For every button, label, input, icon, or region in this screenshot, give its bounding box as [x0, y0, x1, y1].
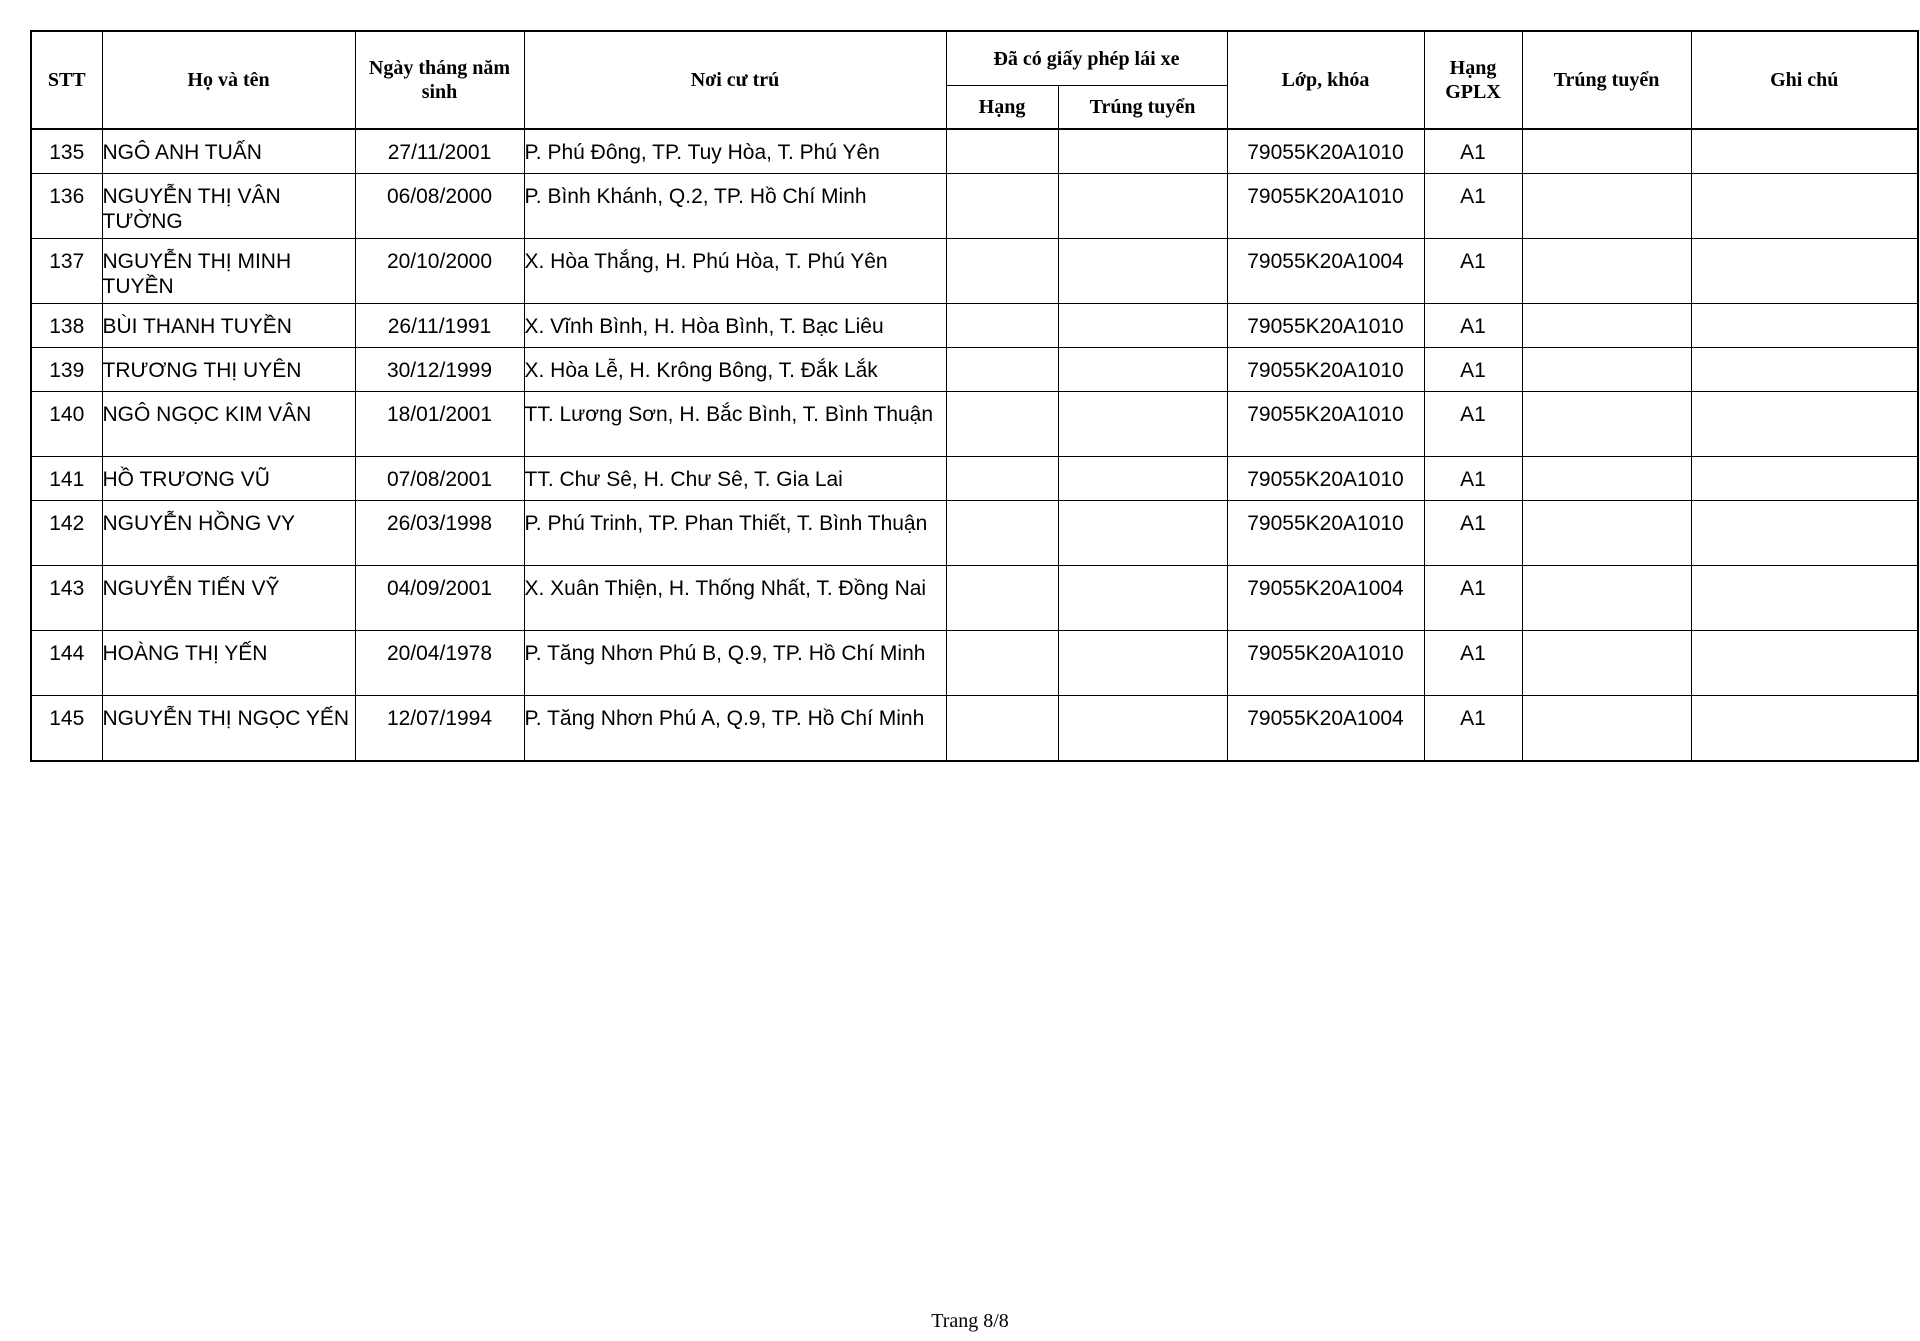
cell-passed: [1522, 239, 1691, 304]
cell-dob: 18/01/2001: [355, 392, 524, 457]
cell-stt: 145: [31, 696, 102, 762]
table-row: [31, 457, 1918, 501]
cell-license-rank: [946, 696, 1058, 762]
cell-passed: [1522, 696, 1691, 762]
cell-class-course: 79055K20A1010: [1227, 129, 1424, 174]
cell-license-rank: [946, 457, 1058, 501]
cell-residence: TT. Lương Sơn, H. Bắc Bình, T. Bình Thuận: [524, 392, 946, 457]
cell-gplx-rank: A1: [1424, 566, 1522, 631]
cell-note: [1691, 304, 1918, 348]
cell-license-rank: [946, 631, 1058, 696]
header-dob: Ngày tháng năm sinh: [355, 31, 524, 129]
cell-gplx-rank: A1: [1424, 129, 1522, 174]
cell-license-rank: [946, 239, 1058, 304]
cell-class-course: 79055K20A1010: [1227, 457, 1424, 501]
table-row: [31, 239, 1918, 304]
cell-residence: X. Hòa Thắng, H. Phú Hòa, T. Phú Yên: [524, 239, 946, 304]
cell-license-passed: [1058, 129, 1227, 174]
cell-license-rank: [946, 566, 1058, 631]
table-row: [31, 392, 1918, 457]
roster-table: [30, 30, 1919, 762]
cell-residence: P. Tăng Nhơn Phú A, Q.9, TP. Hồ Chí Minh: [524, 696, 946, 762]
cell-stt: 138: [31, 304, 102, 348]
page-number: Trang 8/8: [931, 1310, 1009, 1332]
cell-passed: [1522, 304, 1691, 348]
cell-dob: 26/11/1991: [355, 304, 524, 348]
cell-name: HỒ TRƯƠNG VŨ: [102, 457, 355, 501]
cell-stt: 144: [31, 631, 102, 696]
cell-license-passed: [1058, 566, 1227, 631]
cell-gplx-rank: A1: [1424, 392, 1522, 457]
table-row: [31, 174, 1918, 239]
cell-class-course: 79055K20A1010: [1227, 348, 1424, 392]
cell-class-course: 79055K20A1010: [1227, 631, 1424, 696]
table-body: [31, 129, 1918, 761]
cell-dob: 07/08/2001: [355, 457, 524, 501]
header-passed: Trúng tuyển: [1522, 31, 1691, 129]
cell-passed: [1522, 501, 1691, 566]
cell-note: [1691, 566, 1918, 631]
cell-dob: 30/12/1999: [355, 348, 524, 392]
cell-license-passed: [1058, 457, 1227, 501]
header-license-group: Đã có giấy phép lái xe: [946, 31, 1227, 86]
cell-license-rank: [946, 501, 1058, 566]
cell-name: NGÔ ANH TUẤN: [102, 129, 355, 174]
cell-stt: 137: [31, 239, 102, 304]
cell-note: [1691, 501, 1918, 566]
cell-name: BÙI THANH TUYỀN: [102, 304, 355, 348]
cell-license-rank: [946, 348, 1058, 392]
cell-gplx-rank: A1: [1424, 174, 1522, 239]
cell-class-course: 79055K20A1010: [1227, 501, 1424, 566]
cell-dob: 06/08/2000: [355, 174, 524, 239]
cell-stt: 141: [31, 457, 102, 501]
cell-note: [1691, 348, 1918, 392]
cell-license-passed: [1058, 239, 1227, 304]
header-class-course: Lớp, khóa: [1227, 31, 1424, 129]
cell-dob: 27/11/2001: [355, 129, 524, 174]
cell-class-course: 79055K20A1004: [1227, 696, 1424, 762]
cell-passed: [1522, 392, 1691, 457]
cell-dob: 04/09/2001: [355, 566, 524, 631]
cell-class-course: 79055K20A1004: [1227, 239, 1424, 304]
table-row: [31, 631, 1918, 696]
cell-license-rank: [946, 174, 1058, 239]
header-license-passed: Trúng tuyển: [1058, 86, 1227, 130]
cell-gplx-rank: A1: [1424, 631, 1522, 696]
cell-dob: 26/03/1998: [355, 501, 524, 566]
cell-name: NGUYỄN THỊ NGỌC YẾN: [102, 696, 355, 762]
header-stt: STT: [31, 31, 102, 129]
cell-name: NGÔ NGỌC KIM VÂN: [102, 392, 355, 457]
cell-residence: X. Xuân Thiện, H. Thống Nhất, T. Đồng Nai: [524, 566, 946, 631]
cell-gplx-rank: A1: [1424, 304, 1522, 348]
cell-gplx-rank: A1: [1424, 348, 1522, 392]
header-license-rank: Hạng: [946, 86, 1058, 130]
cell-note: [1691, 696, 1918, 762]
cell-name: NGUYỄN THỊ MINH TUYỀN: [102, 239, 355, 304]
cell-passed: [1522, 457, 1691, 501]
cell-passed: [1522, 174, 1691, 239]
cell-stt: 135: [31, 129, 102, 174]
cell-note: [1691, 392, 1918, 457]
header-name: Họ và tên: [102, 31, 355, 129]
cell-gplx-rank: A1: [1424, 501, 1522, 566]
cell-name: NGUYỄN THỊ VÂN TƯỜNG: [102, 174, 355, 239]
table-row: [31, 304, 1918, 348]
cell-residence: P. Phú Đông, TP. Tuy Hòa, T. Phú Yên: [524, 129, 946, 174]
cell-residence: P. Bình Khánh, Q.2, TP. Hồ Chí Minh: [524, 174, 946, 239]
cell-name: NGUYỄN TIẾN VỸ: [102, 566, 355, 631]
cell-passed: [1522, 631, 1691, 696]
cell-note: [1691, 174, 1918, 239]
cell-note: [1691, 631, 1918, 696]
cell-name: NGUYỄN HỒNG VY: [102, 501, 355, 566]
cell-license-passed: [1058, 631, 1227, 696]
cell-license-rank: [946, 392, 1058, 457]
header-gplx-rank: Hạng GPLX: [1424, 31, 1522, 129]
cell-residence: P. Tăng Nhơn Phú B, Q.9, TP. Hồ Chí Minh: [524, 631, 946, 696]
cell-stt: 136: [31, 174, 102, 239]
table-row: [31, 696, 1918, 762]
cell-class-course: 79055K20A1010: [1227, 304, 1424, 348]
cell-gplx-rank: A1: [1424, 239, 1522, 304]
cell-passed: [1522, 129, 1691, 174]
cell-gplx-rank: A1: [1424, 457, 1522, 501]
cell-dob: 12/07/1994: [355, 696, 524, 762]
cell-residence: X. Hòa Lễ, H. Krông Bông, T. Đắk Lắk: [524, 348, 946, 392]
header-note: Ghi chú: [1691, 31, 1918, 129]
cell-note: [1691, 129, 1918, 174]
cell-class-course: 79055K20A1010: [1227, 392, 1424, 457]
cell-dob: 20/10/2000: [355, 239, 524, 304]
cell-license-passed: [1058, 696, 1227, 762]
cell-class-course: 79055K20A1004: [1227, 566, 1424, 631]
cell-stt: 140: [31, 392, 102, 457]
cell-dob: 20/04/1978: [355, 631, 524, 696]
table-header: [31, 31, 1918, 129]
cell-license-rank: [946, 304, 1058, 348]
cell-residence: X. Vĩnh Bình, H. Hòa Bình, T. Bạc Liêu: [524, 304, 946, 348]
cell-license-passed: [1058, 501, 1227, 566]
cell-note: [1691, 457, 1918, 501]
cell-stt: 139: [31, 348, 102, 392]
cell-residence: TT. Chư Sê, H. Chư Sê, T. Gia Lai: [524, 457, 946, 501]
table-row: [31, 129, 1918, 174]
cell-residence: P. Phú Trinh, TP. Phan Thiết, T. Bình Thuận: [524, 501, 946, 566]
cell-license-rank: [946, 129, 1058, 174]
cell-license-passed: [1058, 174, 1227, 239]
cell-license-passed: [1058, 348, 1227, 392]
cell-class-course: 79055K20A1010: [1227, 174, 1424, 239]
cell-note: [1691, 239, 1918, 304]
cell-passed: [1522, 566, 1691, 631]
table-row: [31, 348, 1918, 392]
table-row: [31, 566, 1918, 631]
cell-name: HOÀNG THỊ YẾN: [102, 631, 355, 696]
cell-gplx-rank: A1: [1424, 696, 1522, 762]
cell-stt: 142: [31, 501, 102, 566]
cell-stt: 143: [31, 566, 102, 631]
header-residence: Nơi cư trú: [524, 31, 946, 129]
cell-license-passed: [1058, 392, 1227, 457]
table-row: [31, 501, 1918, 566]
cell-name: TRƯƠNG THỊ UYÊN: [102, 348, 355, 392]
cell-license-passed: [1058, 304, 1227, 348]
cell-passed: [1522, 348, 1691, 392]
